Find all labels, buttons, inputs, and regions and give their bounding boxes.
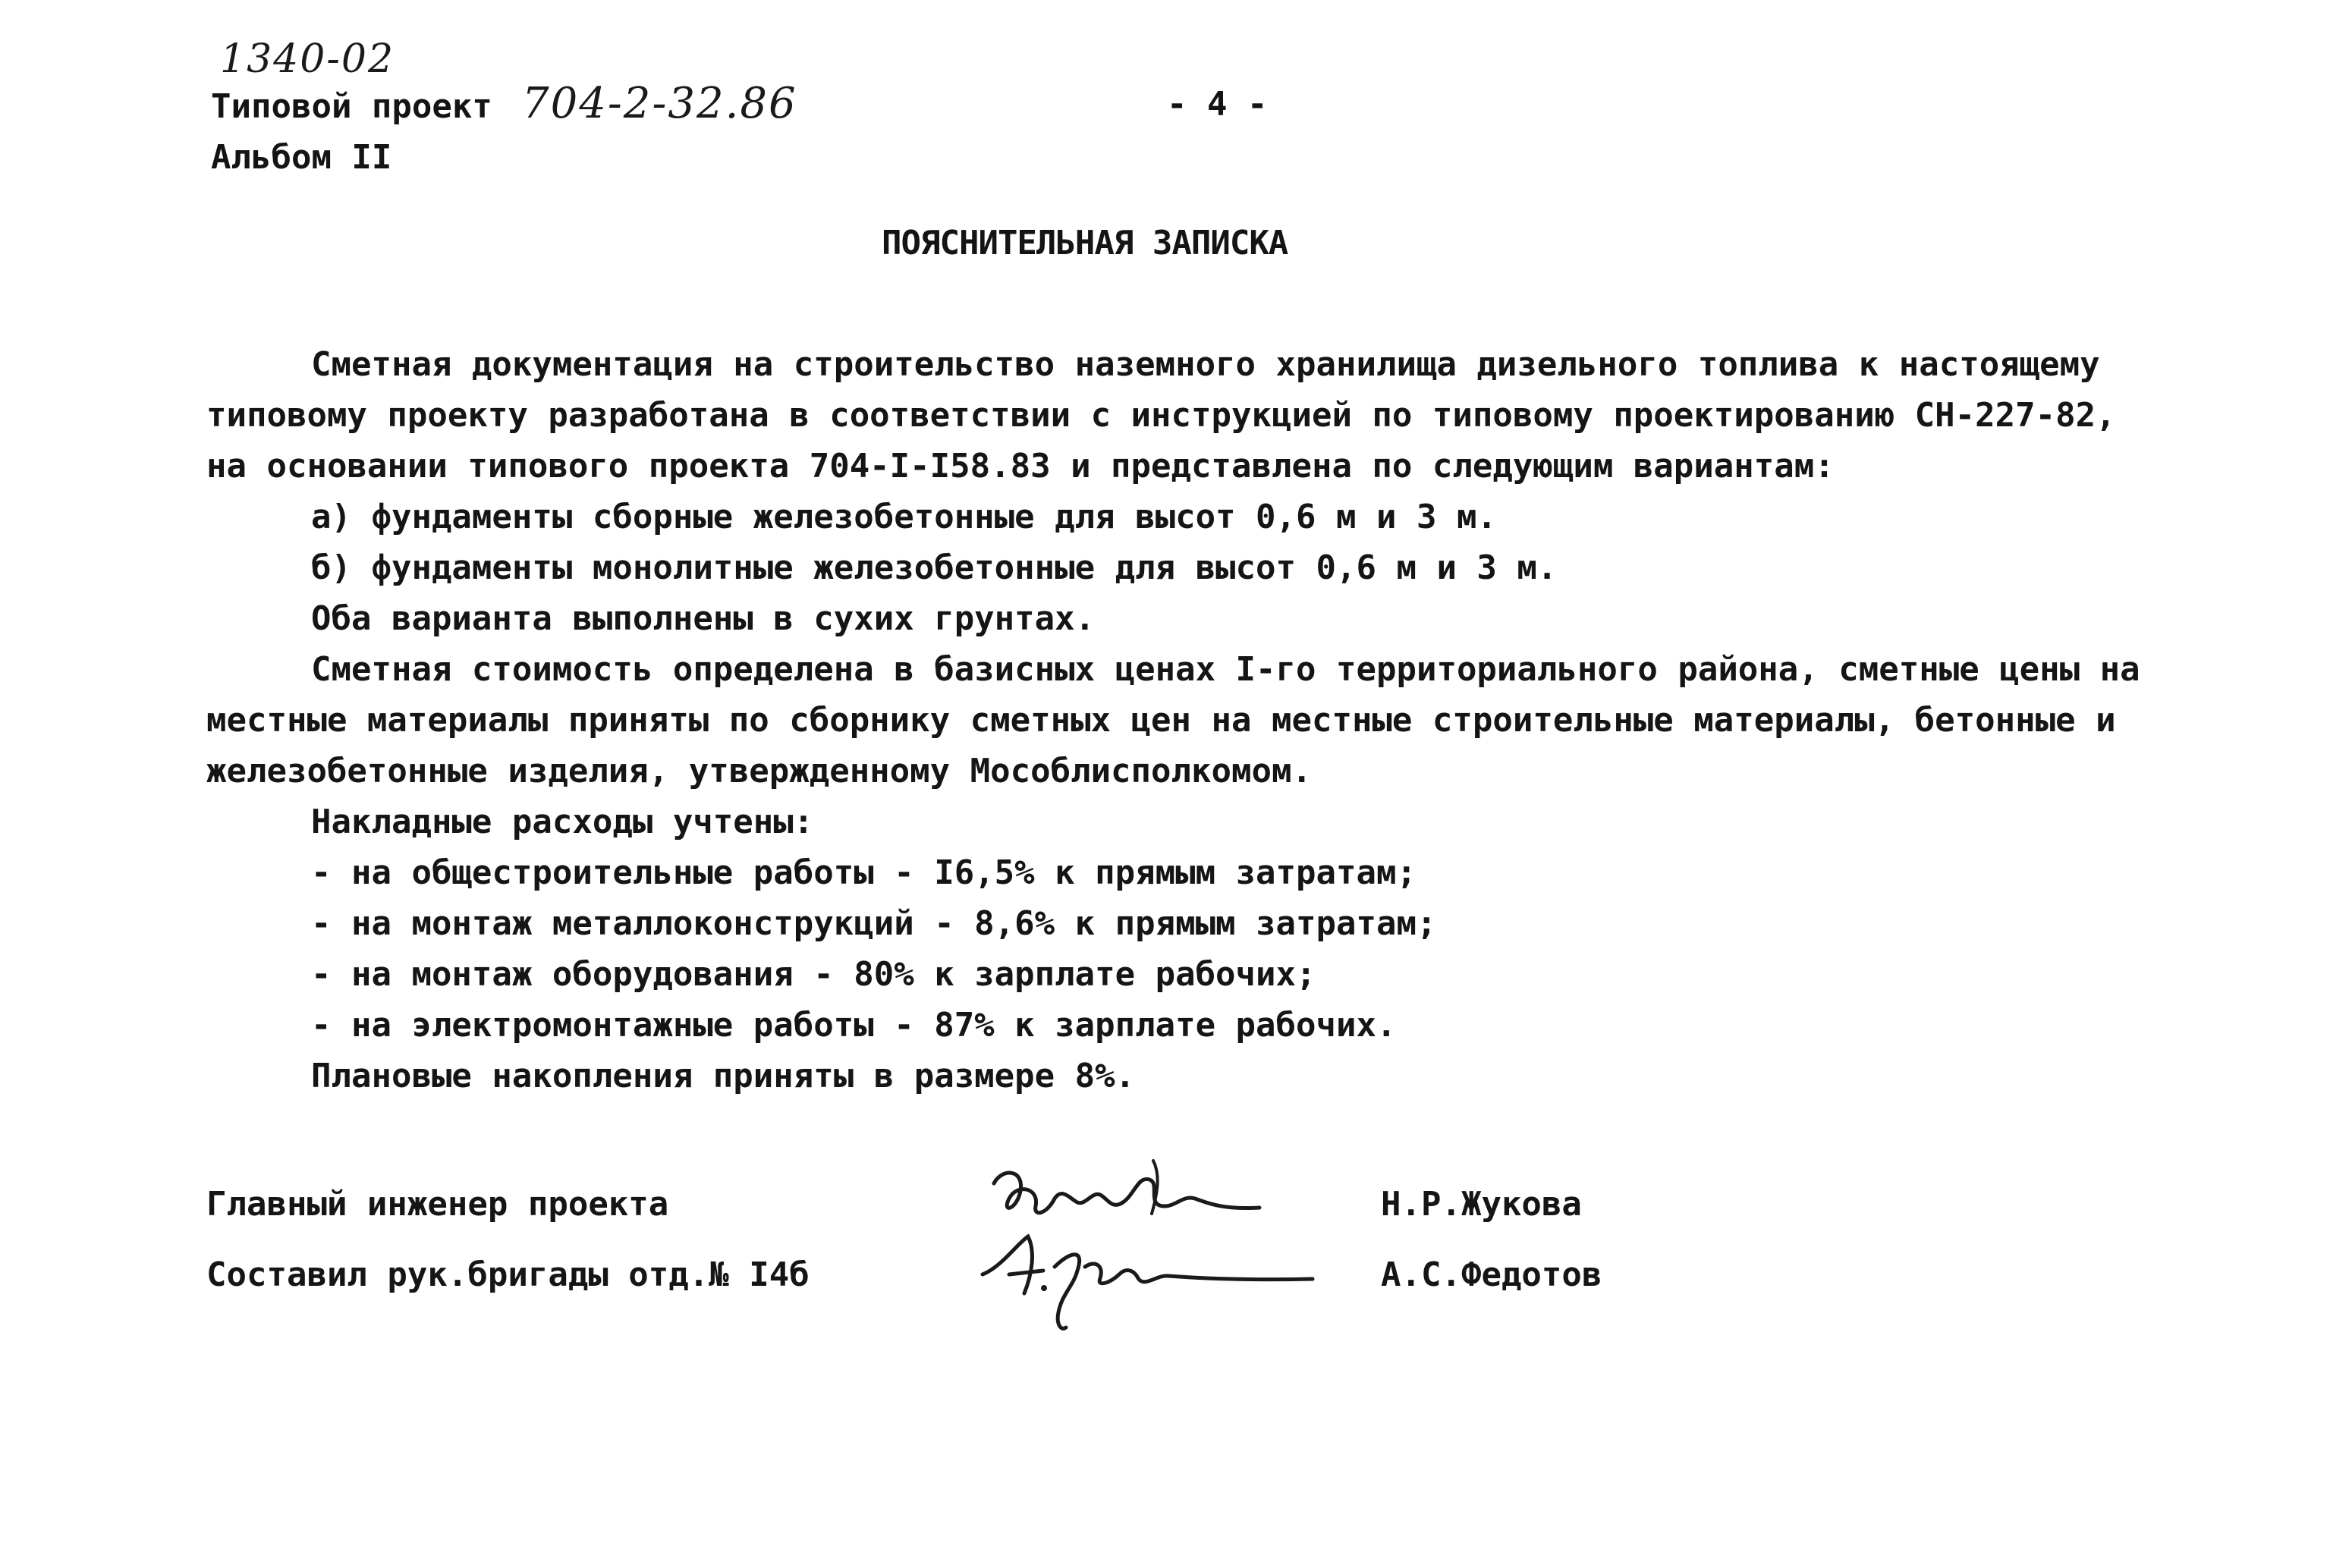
overhead-item: - на монтаж металлоконструкций - 8,6% к прямым затратам; [311,904,1437,943]
signature-name: Н.Р.Жукова [1381,1185,1582,1224]
overhead-intro: Накладные расходы учтены: [311,803,814,841]
album-label: Альбом II [211,138,392,177]
body-line: Сметная стоимость определена в базисных ценах I-го территориального района, сметные цены на [311,650,2140,689]
body-line: местные материалы приняты по сборнику сметных цен на местные строительные материалы, бетонные и [206,701,2116,740]
variant-b: б) фундаменты монолитные железобетонные для высот 0,6 м и 3 м. [311,548,1558,587]
page-title: ПОЯСНИТЕЛЬНАЯ ЗАПИСКА [882,224,1288,262]
body-line: Плановые накопления приняты в размере 8%. [311,1057,1136,1095]
overhead-item: - на общестроительные работы - I6,5% к прямым затратам; [311,853,1417,892]
project-label: Типовой проект [211,87,492,126]
signature-name: А.С.Федотов [1381,1255,1602,1294]
body-line: типовому проекту разработана в соответствии с инструкцией по типовому проектированию СН-227-82, [206,396,2116,435]
page-number: - 4 - [1167,85,1268,124]
archive-number: 1340-02 [220,36,395,82]
overhead-item: - на электромонтажные работы - 87% к зарплате рабочих. [311,1006,1397,1045]
body-line: Оба варианта выполнены в сухих грунтах. [311,599,1096,638]
signature-scribble-2 [971,1221,1335,1335]
signature-role: Составил рук.бригады отд.№ I4б [206,1255,810,1294]
variant-a: а) фундаменты сборные железобетонные для высот 0,6 м и 3 м. [311,498,1497,536]
body-line: железобетонные изделия, утвержденному Мособлисполкомом. [206,752,1312,790]
overhead-item: - на монтаж оборудования - 80% к зарплате рабочих; [311,955,1316,994]
body-line: Сметная документация на строительство наземного хранилища дизельного топлива к настоящему [311,345,2100,384]
signature-role: Главный инженер проекта [206,1185,669,1224]
project-number: 704-2-32.86 [522,79,797,128]
body-line: на основании типового проекта 704-I-I58.83 и представлена по следующим вариантам: [206,447,1835,485]
